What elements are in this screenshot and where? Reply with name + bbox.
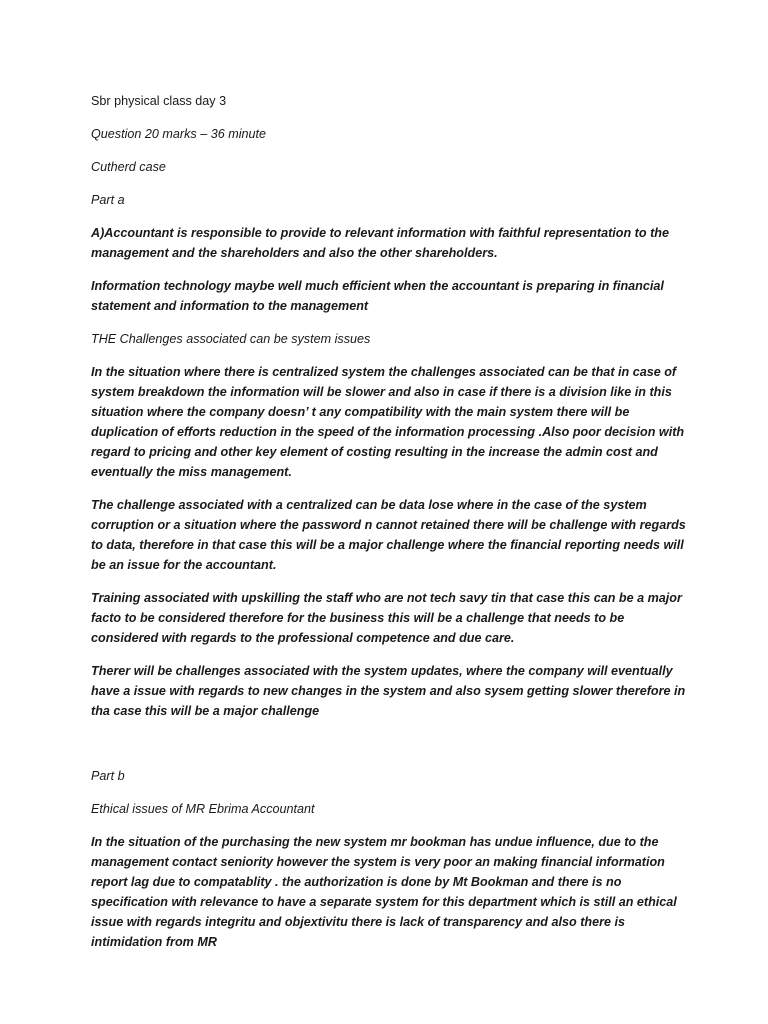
case-name: Cutherd case bbox=[91, 160, 166, 174]
part-a-heading: Part a bbox=[91, 193, 125, 207]
part-a-paragraph: Therer will be challenges associated with the system updates, where the company will eventually have a issue with regards to new changes in the system and also sysem getting slower therefore in tha case this will be a major challenge bbox=[91, 664, 686, 718]
document-title: Sbr physical class day 3 bbox=[91, 94, 227, 108]
part-b-paragraph: In the situation of the purchasing the new system mr bookman has undue influence, due to the management contact seniority however the system is very poor an making financial information report lag due to compatablity . the authorization is done by Mt Bookman and there is no specification with relevance to have a separate system for this department which is still an ethical issue with regards integritu and objextivitu there is lack of transparency and also there is intimidation from MR bbox=[91, 835, 677, 949]
part-a-paragraph: In the situation where there is centralized system the challenges associated can be that in case of system breakdown the information will be slower and also in case if there is a division like in this situation where the company doesn’ t any compatibility with the main system there will be duplication of efforts reduction in the speed of the information processing .Also poor decision with regard to pricing and other key element of costing resulting in the increase the admin cost and eventually the miss management. bbox=[91, 365, 685, 479]
part-a-paragraph: Training associated with upskilling the staff who are not tech savy tin that case this can be a major facto to be considered therefore for the business this will be a challenge that needs to be considered with regards to the professional competence and due care. bbox=[91, 591, 682, 645]
blank-line bbox=[91, 734, 691, 766]
part-a-paragraph: Information technology maybe well much efficient when the accountant is preparing in financial statement and information to the management bbox=[91, 279, 664, 313]
part-a-paragraph: A)Accountant is responsible to provide to relevant information with faithful representation to the management and the shareholders and also the other shareholders. bbox=[91, 226, 669, 260]
part-b-heading: Part b bbox=[91, 769, 125, 783]
part-a-paragraph: The challenge associated with a centralized can be data lose where in the case of the system corruption or a situation where the password n cannot retained there will be challenge with regards to data, therefore in that case this will be a major challenge where the financial reporting needs will be an issue for the accountant. bbox=[91, 498, 686, 572]
document-body bbox=[91, 91, 691, 965]
part-b-subheading: Ethical issues of MR Ebrima Accountant bbox=[91, 802, 315, 816]
part-a-paragraph: THE Challenges associated can be system issues bbox=[91, 332, 371, 346]
question-line: Question 20 marks – 36 minute bbox=[91, 127, 267, 141]
